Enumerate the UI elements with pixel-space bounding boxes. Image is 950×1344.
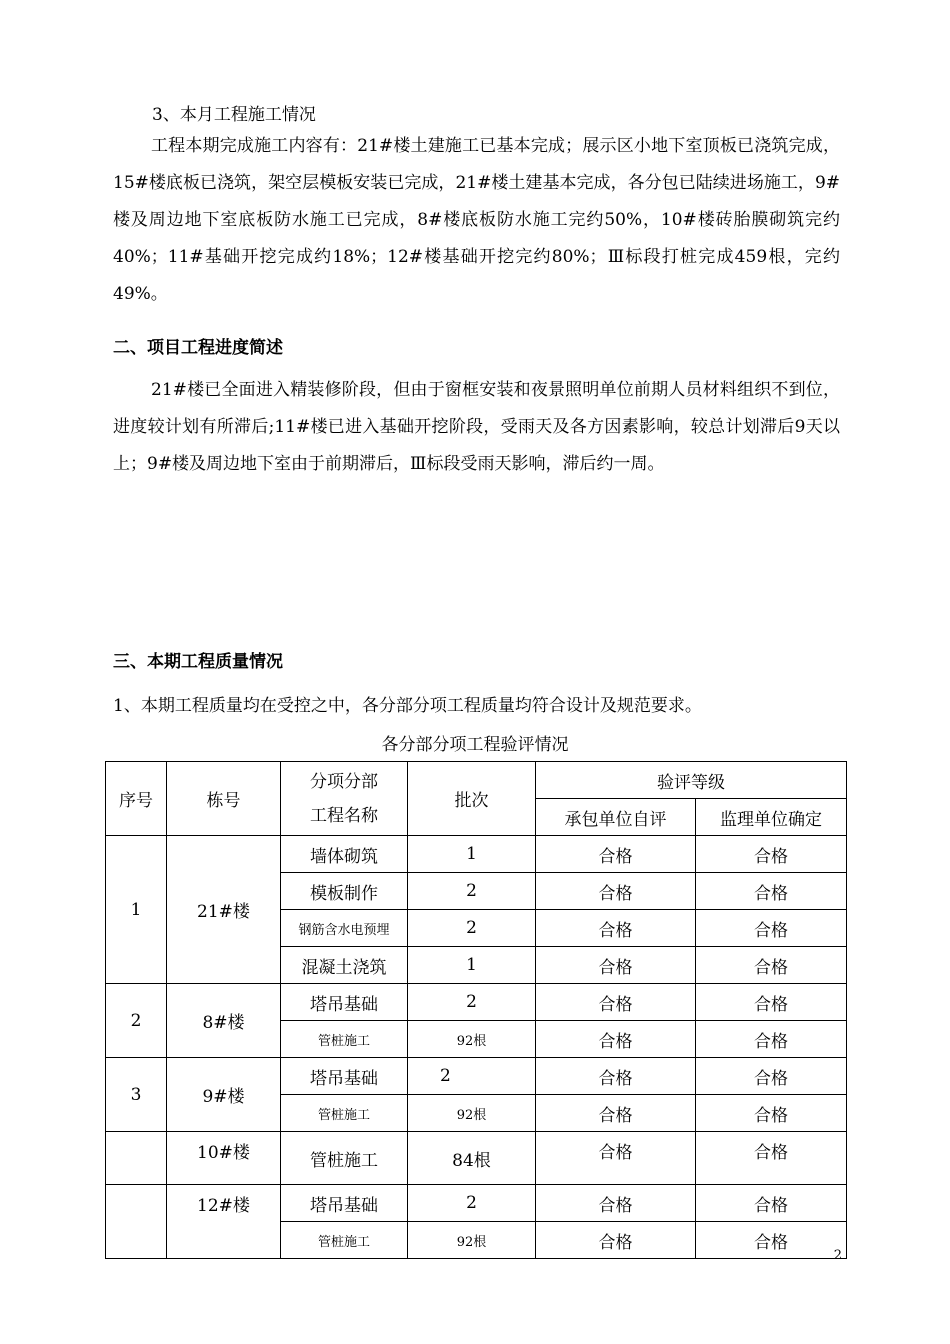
cell-supervisor: 合格 [696, 1222, 847, 1259]
cell-item: 管桩施工 [281, 1132, 408, 1185]
cell-self-eval: 合格 [536, 1132, 696, 1185]
cell-batch: 1 [408, 947, 536, 984]
cell-supervisor: 合格 [696, 1095, 847, 1132]
section3-title: 3、本月工程施工情况 [152, 105, 316, 125]
table-row [106, 984, 847, 1021]
cell-building: 9#楼 [167, 1058, 281, 1132]
cell-item: 混凝土浇筑 [281, 947, 408, 984]
header-seq: 序号 [106, 762, 167, 836]
heading-quality: 三、本期工程质量情况 [113, 652, 283, 672]
cell-item: 塔吊基础 [281, 1185, 408, 1222]
header-self-eval: 承包单位自评 [536, 799, 696, 836]
section3-body: 工程本期完成施工内容有：21#楼土建施工已基本完成；展示区小地下室顶板已浇筑完成，15#楼底板已浇筑，架空层模板安装已完成，21#楼土建基本完成，各分包已陆续进场施工，9#楼及周边地下室底板防水施工已完成，8#楼底板防水施工完约50%，10#楼砖胎膜砌筑完约40%；11#基础开挖完成约18%；12#楼基础开挖完约80%；Ⅲ标段打桩完成459根，完约49%。 [113, 136, 840, 304]
table-row [106, 1132, 847, 1185]
cell-building: 12#楼 [167, 1185, 281, 1259]
cell-item: 塔吊基础 [281, 984, 408, 1021]
cell-batch: 2 [408, 1058, 536, 1095]
cell-item: 模板制作 [281, 873, 408, 910]
cell-self-eval: 合格 [536, 910, 696, 947]
cell-self-eval: 合格 [536, 1185, 696, 1222]
cell-self-eval: 合格 [536, 836, 696, 873]
cell-supervisor: 合格 [696, 910, 847, 947]
cell-batch: 2 [408, 1185, 536, 1222]
cell-batch: 1 [408, 836, 536, 873]
progress-body: 21#楼已全面进入精装修阶段，但由于窗框安装和夜景照明单位前期人员材料组织不到位，进度较计划有所滞后;11#楼已进入基础开挖阶段，受雨天及各方因素影响，较总计划滞后9天以上；9#楼及周边地下室由于前期滞后，Ⅲ标段受雨天影响，滞后约一周。 [113, 380, 840, 474]
cell-self-eval: 合格 [536, 1058, 696, 1095]
acceptance-table-body [106, 762, 847, 1259]
header-building: 栋号 [167, 762, 281, 836]
page-number: 2 [833, 1248, 842, 1263]
cell-item: 塔吊基础 [281, 1058, 408, 1095]
cell-supervisor: 合格 [696, 873, 847, 910]
cell-building: 10#楼 [167, 1132, 281, 1185]
cell-batch: 84根 [408, 1132, 536, 1185]
table-caption: 各分部分项工程验评情况 [381, 735, 569, 755]
cell-batch: 92根 [408, 1222, 536, 1259]
cell-supervisor: 合格 [696, 836, 847, 873]
header-item-line1: 分项分部 [310, 771, 378, 792]
cell-item: 钢筋含水电预埋 [281, 910, 408, 947]
table-row [106, 1058, 847, 1095]
cell-self-eval: 合格 [536, 1222, 696, 1259]
cell-batch: 2 [408, 910, 536, 947]
cell-item: 管桩施工 [281, 1095, 408, 1132]
cell-supervisor: 合格 [696, 984, 847, 1021]
cell-item: 管桩施工 [281, 1222, 408, 1259]
header-supervisor: 监理单位确定 [696, 799, 847, 836]
heading-progress: 二、项目工程进度简述 [113, 338, 283, 358]
cell-seq [106, 1132, 167, 1185]
cell-self-eval: 合格 [536, 947, 696, 984]
cell-supervisor: 合格 [696, 1132, 847, 1185]
cell-item: 墙体砌筑 [281, 836, 408, 873]
table-row [106, 1185, 847, 1222]
acceptance-table [105, 761, 847, 1259]
cell-self-eval: 合格 [536, 873, 696, 910]
header-rating: 验评等级 [536, 762, 847, 799]
header-item-line2: 工程名称 [310, 805, 378, 826]
cell-supervisor: 合格 [696, 1021, 847, 1058]
cell-batch: 92根 [408, 1095, 536, 1132]
cell-seq [106, 1185, 167, 1259]
cell-self-eval: 合格 [536, 984, 696, 1021]
cell-building: 8#楼 [167, 984, 281, 1058]
cell-supervisor: 合格 [696, 1058, 847, 1095]
cell-batch: 2 [408, 984, 536, 1021]
cell-item: 管桩施工 [281, 1021, 408, 1058]
cell-batch: 92根 [408, 1021, 536, 1058]
table-row [106, 836, 847, 873]
cell-batch: 2 [408, 873, 536, 910]
cell-seq: 3 [106, 1058, 167, 1132]
quality-statement: 1、本期工程质量均在受控之中，各分部分项工程质量均符合设计及规范要求。 [113, 696, 702, 716]
cell-seq: 2 [106, 984, 167, 1058]
cell-supervisor: 合格 [696, 947, 847, 984]
cell-self-eval: 合格 [536, 1095, 696, 1132]
cell-self-eval: 合格 [536, 1021, 696, 1058]
cell-seq: 1 [106, 836, 167, 984]
header-item [281, 762, 408, 836]
header-batch: 批次 [408, 762, 536, 836]
cell-supervisor: 合格 [696, 1185, 847, 1222]
table-header-row [106, 762, 847, 799]
cell-building: 21#楼 [167, 836, 281, 984]
